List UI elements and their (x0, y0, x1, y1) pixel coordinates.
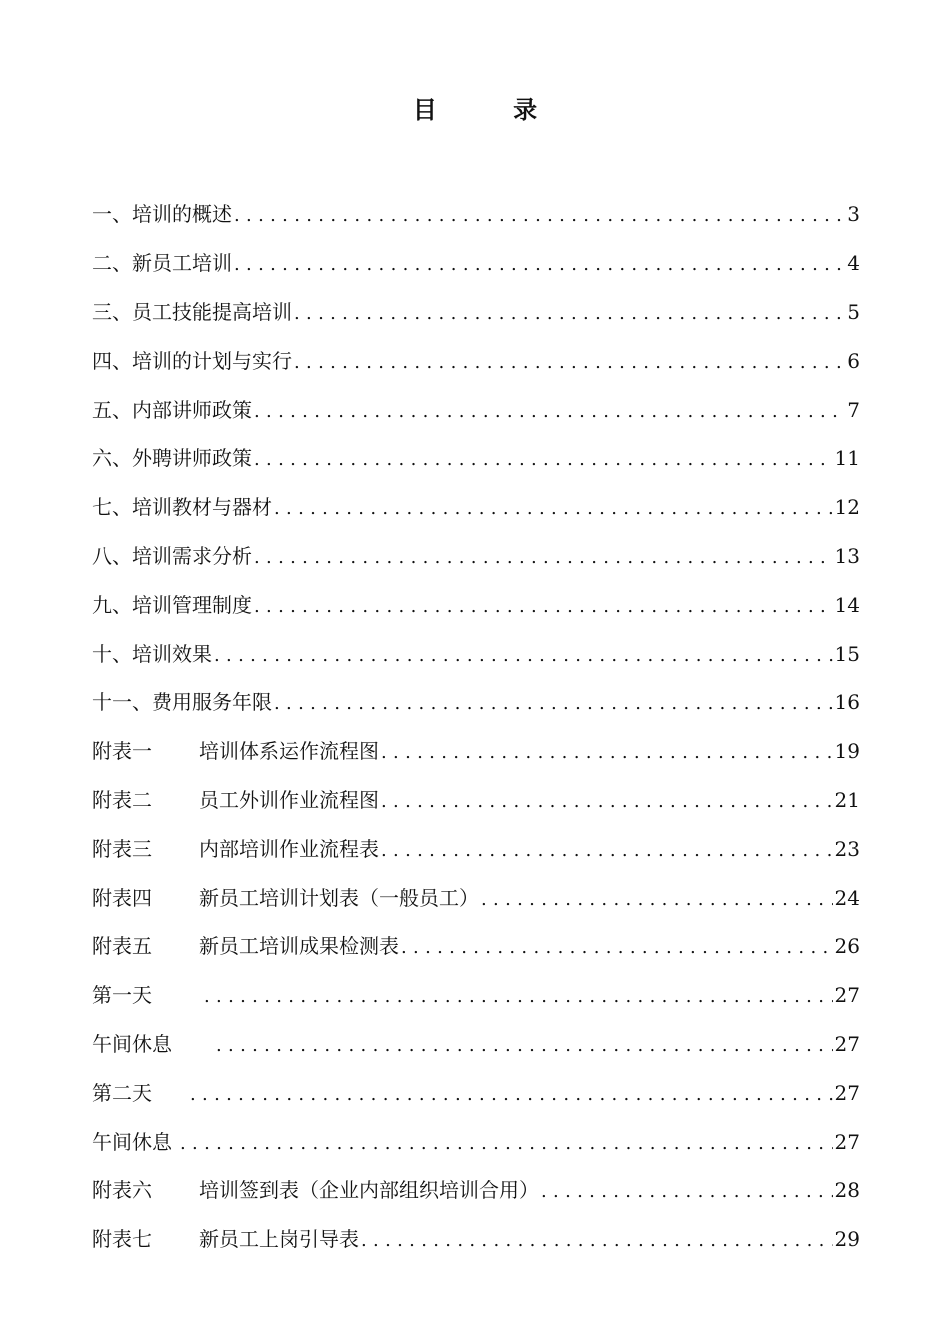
dot-leader (361, 1225, 833, 1253)
dot-leader (254, 591, 833, 619)
page-number: 27 (834, 983, 860, 1008)
page-number: 27 (834, 1080, 860, 1105)
page-number: 28 (834, 1178, 860, 1203)
page-number: 12 (834, 495, 860, 520)
toc-entry-materials[interactable] (92, 483, 860, 532)
entry-title: 午间休息 (92, 1031, 172, 1056)
table-of-contents (92, 190, 860, 1264)
page-number: 29 (834, 1227, 860, 1252)
toc-appendix-5[interactable] (92, 922, 860, 971)
page-number: 3 (847, 202, 860, 227)
dot-leader (274, 493, 833, 521)
toc-appendix-1[interactable] (92, 727, 860, 776)
dot-leader (541, 1176, 833, 1204)
entry-title: 外聘讲师政策 (132, 446, 252, 471)
entry-title: 第二天 (92, 1080, 152, 1105)
dot-leader (234, 249, 845, 277)
entry-title: 新员工培训 (132, 251, 232, 276)
toc-entry-external-trainer-policy[interactable] (92, 434, 860, 483)
page-number: 7 (847, 397, 860, 422)
entry-title: 培训体系运作流程图 (199, 739, 379, 764)
appendix-label: 附表六 (92, 1178, 152, 1203)
dot-leader (254, 542, 833, 570)
dot-leader (204, 981, 833, 1009)
page-number: 6 (847, 348, 860, 373)
toc-appendix-2[interactable] (92, 776, 860, 825)
dot-leader (381, 786, 833, 814)
dot-leader (214, 640, 833, 668)
entry-number: 六、 (92, 446, 132, 471)
toc-entry-management-system[interactable] (92, 580, 860, 629)
entry-number: 四、 (92, 348, 132, 373)
dot-leader (294, 347, 845, 375)
entry-title: 费用服务年限 (152, 690, 272, 715)
entry-number: 七、 (92, 495, 132, 520)
entry-title: 培训的概述 (132, 202, 232, 227)
page-number: 21 (834, 787, 860, 812)
entry-title: 培训的计划与实行 (132, 348, 292, 373)
page-number: 27 (834, 1031, 860, 1056)
toc-appendix-6[interactable] (92, 1166, 860, 1215)
toc-entry-effects[interactable] (92, 629, 860, 678)
dot-leader (401, 932, 833, 960)
appendix-label: 附表三 (92, 836, 152, 861)
appendix-label: 附表七 (92, 1227, 152, 1252)
entry-number: 十、 (92, 641, 132, 666)
toc-entry-cost-service-years[interactable] (92, 678, 860, 727)
toc-entry-plan-implementation[interactable] (92, 336, 860, 385)
dot-leader (381, 737, 833, 765)
page-number: 23 (834, 836, 860, 861)
page-title: 目 录 (412, 95, 572, 124)
page-number: 14 (834, 592, 860, 617)
page-number: 24 (834, 885, 860, 910)
toc-schedule-lunch-break-2[interactable] (92, 1117, 860, 1166)
toc-entry-overview[interactable] (92, 190, 860, 239)
entry-title: 员工技能提高培训 (132, 299, 292, 324)
entry-number: 十一、 (92, 690, 152, 715)
page-number: 13 (834, 543, 860, 568)
dot-leader (254, 396, 845, 424)
page-number: 19 (834, 739, 860, 764)
dot-leader (294, 298, 845, 326)
toc-entry-new-staff-training[interactable] (92, 239, 860, 288)
dot-leader (234, 200, 845, 228)
entry-number: 九、 (92, 592, 132, 617)
toc-schedule-lunch-break-1[interactable] (92, 1020, 860, 1069)
appendix-label: 附表四 (92, 885, 152, 910)
page-number: 26 (834, 934, 860, 959)
entry-title: 新员工上岗引导表 (199, 1227, 359, 1252)
page-number: 16 (834, 690, 860, 715)
entry-number: 一、 (92, 202, 132, 227)
appendix-label: 附表二 (92, 787, 152, 812)
page-number: 5 (847, 299, 860, 324)
toc-entry-internal-trainer-policy[interactable] (92, 385, 860, 434)
toc-appendix-3[interactable] (92, 824, 860, 873)
toc-schedule-day-1[interactable] (92, 971, 860, 1020)
toc-entry-skill-training[interactable] (92, 288, 860, 337)
entry-number: 五、 (92, 397, 132, 422)
entry-number: 二、 (92, 251, 132, 276)
entry-title: 新员工培训计划表（一般员工） (199, 885, 479, 910)
toc-entry-needs-analysis[interactable] (92, 532, 860, 581)
dot-leader (274, 688, 833, 716)
toc-schedule-day-2[interactable] (92, 1068, 860, 1117)
page-number: 11 (834, 446, 860, 471)
entry-title: 午间休息 (92, 1129, 172, 1154)
page-number: 4 (847, 251, 860, 276)
appendix-label: 附表五 (92, 934, 152, 959)
entry-title: 培训需求分析 (132, 543, 252, 568)
dot-leader (254, 444, 833, 472)
entry-title: 培训管理制度 (132, 592, 252, 617)
entry-title: 第一天 (92, 983, 152, 1008)
entry-number: 八、 (92, 543, 132, 568)
dot-leader (180, 1128, 833, 1156)
dot-leader (481, 884, 833, 912)
entry-title: 新员工培训成果检测表 (199, 934, 399, 959)
entry-title: 培训效果 (132, 641, 212, 666)
page-number: 15 (834, 641, 860, 666)
dot-leader (216, 1030, 833, 1058)
toc-appendix-4[interactable] (92, 873, 860, 922)
entry-title: 员工外训作业流程图 (199, 787, 379, 812)
dot-leader (381, 835, 833, 863)
entry-title: 内部讲师政策 (132, 397, 252, 422)
entry-title: 内部培训作业流程表 (199, 836, 379, 861)
entry-title: 培训签到表（企业内部组织培训合用） (199, 1178, 539, 1203)
entry-number: 三、 (92, 299, 132, 324)
entry-title: 培训教材与器材 (132, 495, 272, 520)
page-number: 27 (834, 1129, 860, 1154)
toc-appendix-7[interactable] (92, 1215, 860, 1264)
dot-leader (190, 1079, 833, 1107)
appendix-label: 附表一 (92, 739, 152, 764)
